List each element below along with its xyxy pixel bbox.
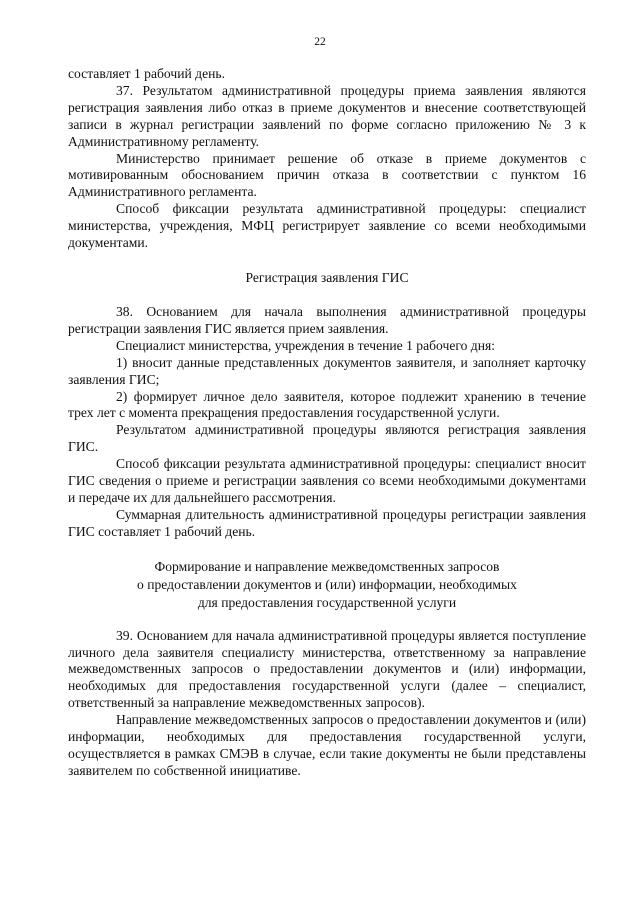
paragraph-37: 37. Результатом административной процедуры приема заявления являются регистрация заявления либо отказ в приеме документов и внесение соответствующей записи в журнал регистрации заявлений по форме согласно приложению № 3 к Административному регламенту. (68, 82, 586, 149)
document-body (68, 66, 586, 780)
paragraph-fixation-method-2: Способ фиксации результата административной процедуры: специалист вносит ГИС сведения о приеме и регистрации заявления со всеми необходимыми документами и передаче их для дальнейшего рассмотрения. (68, 456, 586, 505)
section-heading-gis-registration: Регистрация заявления ГИС (245, 269, 409, 285)
paragraph-smev-requests: Направление межведомственных запросов о предоставлении документов и (или) информации, необходимых для предоставления государственной услуги, осуществляется в рамках СМЭВ в случае, если такие документы не были представлены заявителем по собственной инициативе. (68, 712, 586, 778)
paragraph-refusal-decision: Министерство принимает решение об отказе в приеме документов с мотивированным обоснованием причин отказа в соответствии с пунктом 16 Административного регламента. (68, 150, 586, 200)
paragraph-result-gis: Результатом административной процедуры являются регистрация заявления ГИС. (68, 422, 586, 455)
paragraph-38: 38. Основанием для начала выполнения административной процедуры регистрации заявления ГИС является прием заявления. (68, 303, 586, 336)
section-heading-interagency-line3: для предоставления государственной услуги (197, 594, 457, 610)
paragraph-continuation: составляет 1 рабочий день. (68, 66, 225, 81)
paragraph-fixation-method-1: Способ фиксации результата административной процедуры: специалист министерства, учреждения, МФЦ регистрирует заявление со всеми необходимыми документами. (68, 201, 586, 251)
paragraph-specialist-duties: Специалист министерства, учреждения в течение 1 рабочего дня: (116, 337, 496, 353)
list-item-2: 2) формирует личное дело заявителя, которое подлежит хранению в течение трех лет с момента прекращения предоставления государственной услуги. (68, 388, 586, 421)
section-heading-interagency-line1: Формирование и направление межведомственных запросов (154, 558, 500, 574)
list-item-1: 1) вносит данные представленных документов заявителя, и заполняет карточку заявления ГИС; (68, 354, 586, 387)
page-number: 22 (314, 36, 326, 48)
paragraph-total-duration: Суммарная длительность административной процедуры регистрации заявления ГИС составляет 1 рабочий день. (68, 506, 586, 539)
paragraph-39: 39. Основанием для начала административной процедуры является поступление личного дела заявителя специалисту министерства, ответственному за направление межведомственных запросов о предоставлении документов и (или) информации, необходимых для предоставления государственной услуги (далее – специалист, ответственный за направление межведомственных запросов). (68, 627, 586, 711)
section-heading-interagency-line2: о предоставлении документов и (или) информации, необходимых (137, 576, 517, 592)
